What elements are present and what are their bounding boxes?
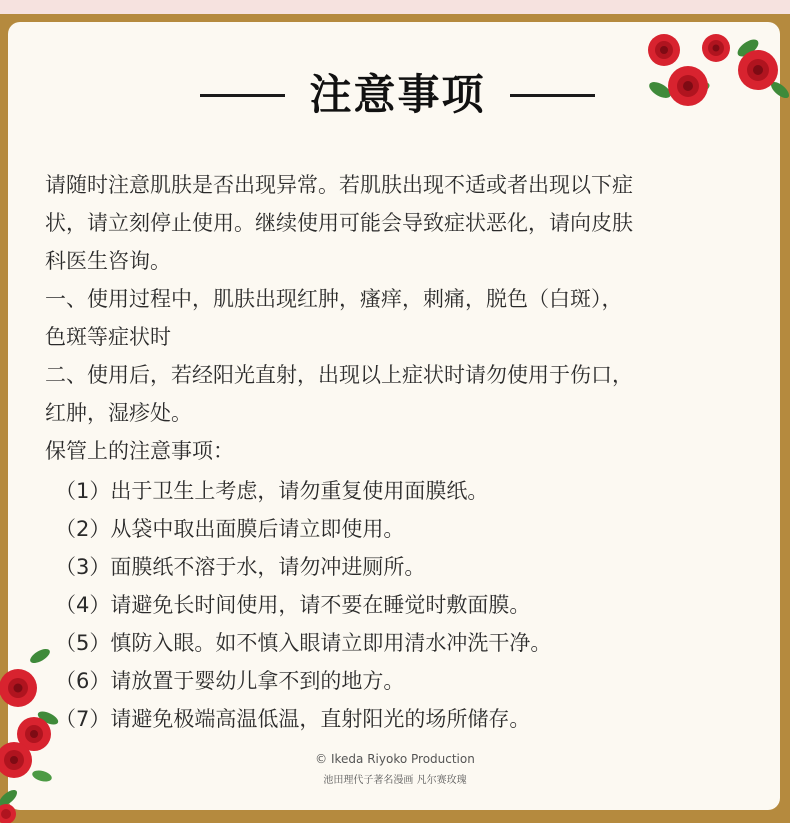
notice-line: 色斑等症状时 — [45, 325, 171, 349]
title-block — [0, 70, 790, 120]
copyright: © Ikeda Riyoko Production — [315, 752, 475, 766]
title-rule-left — [200, 94, 285, 97]
top-strip — [0, 0, 790, 14]
notice-line: 红肿，湿疹处。 — [45, 401, 192, 425]
storage-item: （5）慎防入眼。如不慎入眼请立即用清水冲洗干净。 — [55, 631, 552, 655]
page-title: 注意事项 — [309, 70, 486, 119]
storage-item: （2）从袋中取出面膜后请立即使用。 — [55, 517, 405, 541]
rose-icon — [648, 34, 680, 66]
copyright-subtitle: 池田理代子著名漫画 凡尔赛玫瑰 — [323, 775, 467, 786]
notice-line: 二、使用后，若经阳光直射，出现以上症状时请勿使用于伤口， — [45, 363, 633, 387]
storage-item: （1）出于卫生上考虑，请勿重复使用面膜纸。 — [55, 479, 489, 503]
notice-line: 状，请立刻停止使用。继续使用可能会导致症状恶化，请向皮肤 — [45, 211, 633, 235]
notice-line: 科医生咨询。 — [45, 249, 171, 273]
storage-item: （7）请避免极端高温低温，直射阳光的场所储存。 — [55, 707, 531, 731]
notice-line: 一、使用过程中，肌肤出现红肿，瘙痒，刺痛，脱色（白斑）， — [45, 287, 623, 311]
rose-icon — [702, 34, 730, 62]
storage-item: （4）请避免长时间使用，请不要在睡觉时敷面膜。 — [55, 593, 531, 617]
rose-icon — [0, 669, 37, 707]
storage-item: （6）请放置于婴幼儿拿不到的地方。 — [55, 669, 405, 693]
rose-icon — [0, 804, 16, 823]
title-rule-right — [510, 94, 595, 97]
storage-item: （3）面膜纸不溶于水，请勿冲进厕所。 — [55, 555, 426, 579]
notice-line: 请随时注意肌肤是否出现异常。若肌肤出现不适或者出现以下症 — [45, 173, 633, 197]
storage-heading: 保管上的注意事项： — [45, 439, 234, 463]
